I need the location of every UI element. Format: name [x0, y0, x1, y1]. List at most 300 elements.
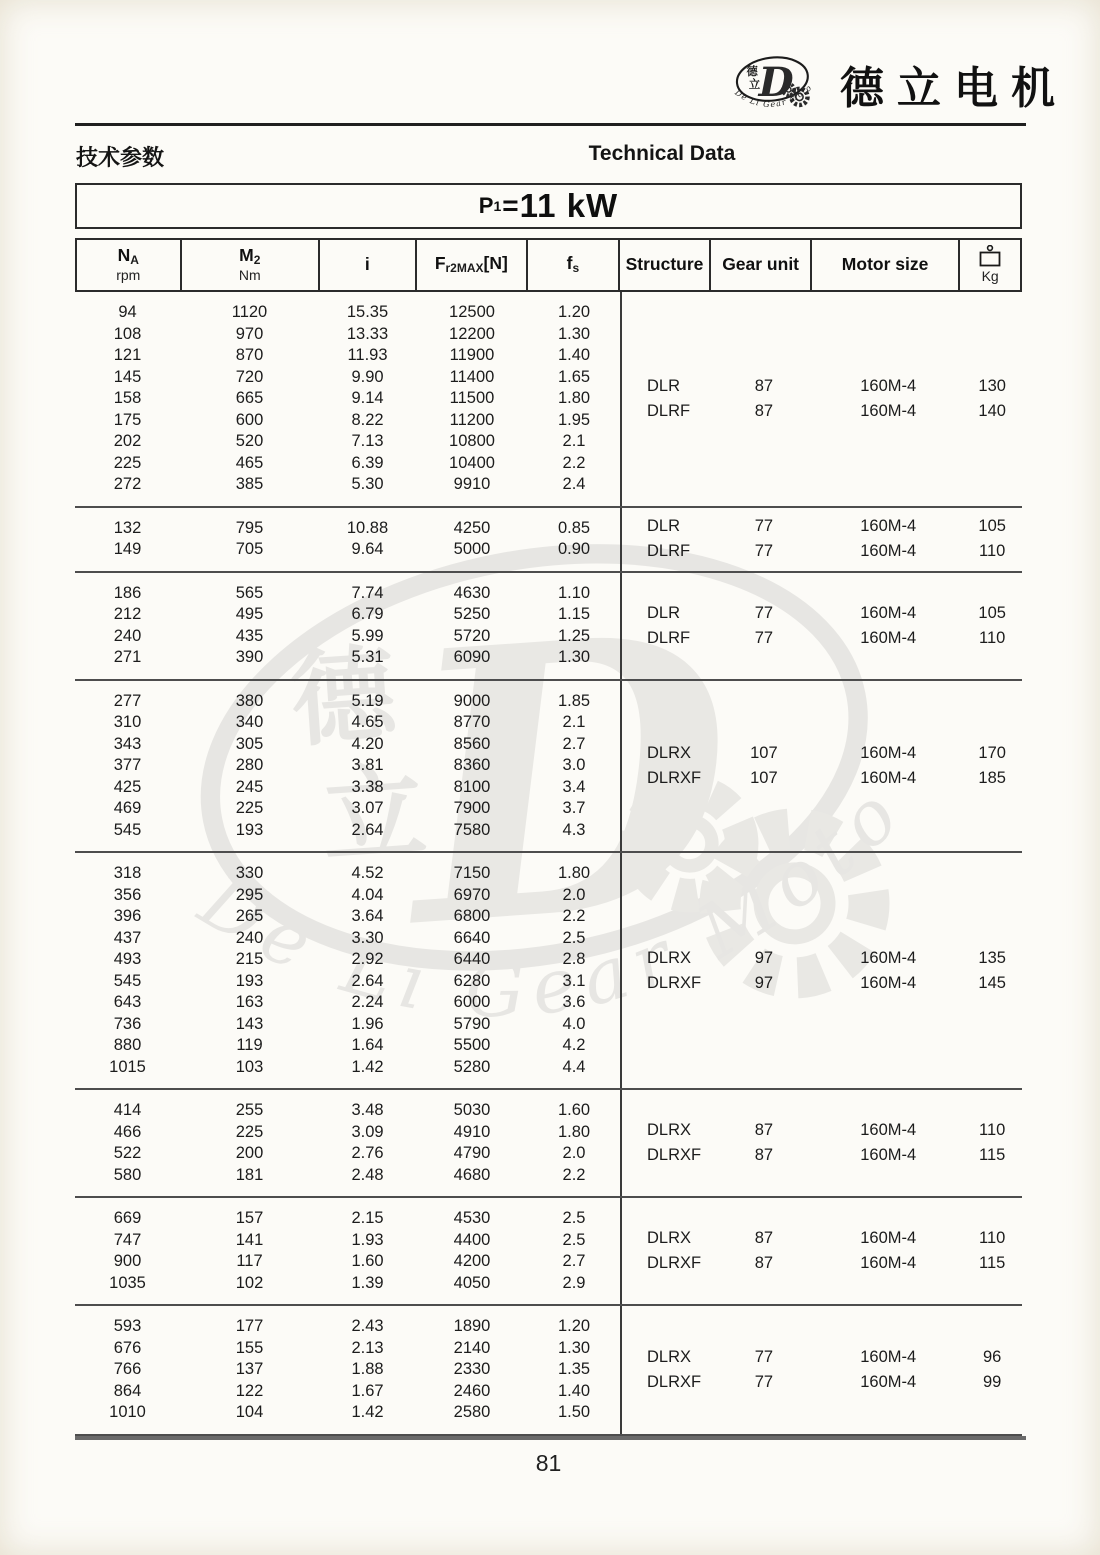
structure-cell-motor-size: 160M-4: [860, 1347, 917, 1366]
table-cell: 340: [235, 713, 264, 732]
table-cell: 3.7: [562, 799, 586, 818]
table-row: [75, 863, 620, 885]
structure-cell-kg: 135: [978, 948, 1006, 967]
table-cell: 880: [113, 1036, 142, 1055]
table-cell: 545: [113, 820, 142, 839]
table-cell: 108: [113, 324, 142, 343]
table-cell: 4200: [453, 1252, 491, 1271]
data-block: [75, 681, 1022, 854]
table-cell: 1.10: [557, 583, 591, 602]
table-row: [75, 992, 620, 1014]
table-row: [75, 324, 620, 346]
structure-cell-structure: DLRXF: [647, 768, 702, 787]
table-cell: 212: [113, 605, 142, 624]
table-cell: 4.4: [562, 1057, 586, 1076]
table-cell: 4530: [453, 1209, 491, 1228]
structure-row: [622, 971, 1022, 996]
structure-cell-kg: 145: [978, 973, 1006, 992]
structure-cell-motor-size: 160M-4: [860, 1146, 917, 1164]
table-row: [75, 431, 620, 453]
structure-cell-kg: 110: [979, 542, 1006, 560]
structure-cell-kg: 99: [982, 1372, 1002, 1391]
page-number: 81: [535, 1449, 562, 1476]
data-block: [75, 573, 1022, 681]
table-cell: 2580: [453, 1403, 491, 1422]
table-cell: 665: [235, 389, 264, 408]
table-cell: 10.88: [346, 518, 389, 537]
column-header-structure: Structure: [620, 240, 712, 290]
structure-cell-structure: DLRF: [647, 401, 691, 420]
structure-cell-structure: DLR: [647, 603, 681, 622]
table-row: [75, 1359, 620, 1381]
table-row: [75, 518, 620, 540]
structure-cell-motor-size: 160M-4: [860, 1121, 917, 1139]
table-cell: 1.30: [557, 1338, 591, 1357]
table-cell: 1.65: [557, 367, 591, 386]
table-cell: 143: [235, 1014, 264, 1033]
table-cell: 390: [235, 648, 264, 667]
structure-row: [622, 1251, 1022, 1276]
table-row: [75, 1165, 620, 1187]
table-cell: 425: [113, 777, 142, 796]
data-block-values: [75, 681, 620, 852]
table-cell: 318: [113, 864, 142, 883]
table-cell: 3.0: [562, 756, 586, 775]
table-cell: 380: [235, 691, 264, 710]
table-cell: 766: [113, 1360, 142, 1379]
table-cell: 7.74: [351, 583, 384, 602]
company-logo-icon: [726, 50, 822, 126]
table-cell: 1.25: [557, 626, 591, 645]
table-cell: 705: [235, 540, 264, 559]
table-cell: 1.80: [557, 864, 591, 883]
table-row: [75, 1230, 620, 1252]
table-cell: 2.8: [562, 950, 586, 969]
table-cell: 1.40: [557, 1381, 591, 1400]
structure-cell-gear-unit: 77: [754, 628, 774, 647]
table-cell: 1.35: [557, 1360, 591, 1379]
table-cell: 747: [113, 1230, 142, 1249]
table-cell: 0.90: [557, 540, 591, 559]
table-cell: 6.79: [351, 605, 384, 624]
table-row: [75, 1035, 620, 1057]
table-cell: 1.42: [351, 1057, 384, 1076]
table-cell: 2140: [453, 1338, 491, 1357]
table-cell: 202: [113, 432, 142, 451]
table-row: [75, 647, 620, 669]
table-row: [75, 1122, 620, 1144]
table-cell: 121: [113, 346, 142, 365]
table-cell: 2.24: [351, 993, 384, 1012]
power-subscript: 1: [493, 198, 502, 214]
table-cell: 145: [113, 367, 142, 386]
table-row: [75, 949, 620, 971]
table-cell: 94: [118, 303, 137, 322]
table-cell: 2.5: [562, 928, 586, 947]
data-block-structures: [620, 1198, 1022, 1304]
table-row: [75, 1316, 620, 1338]
table-cell: 1.15: [557, 605, 591, 624]
table-cell: 240: [235, 928, 264, 947]
table-cell: 1.42: [351, 1403, 384, 1422]
structure-cell-gear-unit: 87: [754, 1229, 774, 1247]
column-header-fr2max: Fr2MAX[N]: [417, 240, 529, 290]
column-header-i: i: [320, 240, 417, 290]
table-row: [75, 1251, 620, 1273]
table-cell: 193: [235, 820, 264, 839]
table-cell: 522: [113, 1144, 142, 1163]
table-row: [75, 453, 620, 475]
table-cell: 8770: [453, 713, 491, 732]
table-row: [75, 474, 620, 496]
structure-cell-kg: 110: [979, 1229, 1006, 1247]
table-cell: 870: [235, 346, 264, 365]
table-cell: 970: [235, 324, 264, 343]
data-block-structures: [620, 508, 1022, 571]
table-cell: 6970: [453, 885, 491, 904]
structure-cell-kg: 185: [978, 768, 1006, 787]
structure-cell-kg: 115: [979, 1146, 1006, 1164]
structure-cell-kg: 110: [979, 628, 1006, 647]
structure-cell-motor-size: 160M-4: [860, 1229, 917, 1247]
table-cell: 3.6: [562, 993, 586, 1012]
table-cell: 6000: [453, 993, 491, 1012]
table-cell: 437: [113, 928, 142, 947]
table-cell: 104: [235, 1403, 264, 1422]
structure-cell-motor-size: 160M-4: [860, 768, 917, 787]
table-cell: 5.19: [351, 691, 384, 710]
table-cell: 6800: [453, 907, 491, 926]
table-cell: 2.0: [562, 885, 586, 904]
table-cell: 4910: [453, 1122, 491, 1141]
structure-cell-structure: DLRX: [647, 948, 692, 967]
table-cell: 2.15: [351, 1209, 384, 1228]
table-cell: 736: [113, 1014, 142, 1033]
data-block-values: [75, 1306, 620, 1434]
data-block: [75, 853, 1022, 1090]
table-cell: 280: [235, 756, 264, 775]
table-cell: 215: [235, 950, 264, 969]
table-cell: 1.96: [351, 1014, 384, 1033]
table-cell: 186: [113, 583, 142, 602]
table-cell: 119: [236, 1036, 263, 1055]
structure-cell-motor-size: 160M-4: [860, 628, 917, 647]
table-cell: 1.93: [351, 1230, 384, 1249]
structure-cell-motor-size: 160M-4: [860, 1254, 917, 1272]
column-header-motor-size: Motor size: [812, 240, 960, 290]
structure-cell-structure: DLRXF: [647, 1372, 702, 1391]
table-row: [75, 1338, 620, 1360]
table-cell: 4050: [453, 1273, 491, 1292]
table-header: [75, 238, 1022, 292]
table-cell: 6640: [453, 928, 491, 947]
table-row: [75, 1381, 620, 1403]
data-block-values: [75, 1198, 620, 1304]
column-header-fs: fs: [528, 240, 620, 290]
structure-cell-motor-size: 160M-4: [860, 517, 917, 535]
table-row: [75, 1402, 620, 1424]
table-cell: 2.64: [351, 971, 384, 990]
table-cell: 9.64: [351, 540, 384, 559]
table-cell: 225: [113, 453, 142, 472]
table-cell: 9.90: [351, 367, 384, 386]
table-cell: 385: [235, 475, 264, 494]
structure-row: [622, 741, 1022, 766]
structure-cell-motor-size: 160M-4: [860, 948, 917, 967]
table-cell: 102: [235, 1273, 264, 1292]
sheet: [75, 0, 1068, 1477]
table-cell: 2.1: [562, 432, 586, 451]
power-symbol: P: [478, 193, 494, 218]
table-row: [75, 798, 620, 820]
table-cell: 580: [113, 1165, 142, 1184]
data-block-values: [75, 292, 620, 506]
table-cell: 669: [113, 1209, 142, 1228]
structure-row: [622, 539, 1022, 564]
table-cell: 10800: [449, 432, 495, 451]
footer-rule: [75, 1436, 1026, 1440]
table-cell: 155: [235, 1338, 264, 1357]
column-header-kg: Kg: [960, 240, 1020, 290]
table-cell: 305: [235, 734, 264, 753]
structure-cell-motor-size: 160M-4: [860, 743, 917, 762]
structure-cell-structure: DLRX: [647, 1229, 692, 1247]
table-cell: 330: [235, 864, 264, 883]
structure-cell-structure: DLR: [647, 376, 681, 395]
structure-cell-structure: DLRX: [647, 743, 692, 762]
table-cell: 193: [235, 971, 264, 990]
table-row: [75, 820, 620, 842]
table-cell: 4.0: [562, 1014, 586, 1033]
structure-row: [622, 1143, 1022, 1168]
structure-row: [622, 946, 1022, 971]
table-cell: 10400: [449, 453, 495, 472]
table-cell: 271: [113, 648, 142, 667]
table-row: [75, 583, 620, 605]
table-cell: 864: [113, 1381, 142, 1400]
table-cell: 4.65: [351, 713, 384, 732]
section-title-en: Technical Data: [588, 142, 736, 165]
table-cell: 4680: [453, 1165, 491, 1184]
table-cell: 245: [235, 777, 264, 796]
table-cell: 9910: [453, 475, 491, 494]
table-cell: 495: [235, 605, 264, 624]
structure-cell-gear-unit: 77: [754, 1347, 774, 1366]
table-cell: 1120: [231, 303, 268, 322]
structure-row: [622, 399, 1022, 424]
table-cell: 1.85: [557, 691, 591, 710]
table-cell: 1.67: [351, 1381, 384, 1400]
table-cell: 103: [235, 1057, 264, 1076]
section-titles: [75, 141, 1022, 170]
table-row: [75, 1143, 620, 1165]
table-cell: 2.43: [351, 1317, 384, 1336]
table-cell: 4.3: [562, 820, 586, 839]
power-equals: =: [502, 190, 519, 221]
table-cell: 5.31: [351, 648, 384, 667]
table-cell: 1.95: [557, 410, 591, 429]
table-cell: 343: [113, 734, 142, 753]
table-cell: 3.81: [351, 756, 384, 775]
table-cell: 1035: [109, 1273, 146, 1292]
structure-cell-structure: DLRXF: [647, 973, 702, 992]
data-block: [75, 292, 1022, 508]
table-cell: 8.22: [351, 410, 384, 429]
table-cell: 272: [113, 475, 142, 494]
table-cell: 240: [113, 626, 142, 645]
table-body: [75, 292, 1022, 1436]
table-cell: 3.07: [351, 799, 384, 818]
table-cell: 9000: [453, 691, 491, 710]
table-cell: 11500: [449, 389, 495, 408]
table-cell: 5500: [453, 1036, 491, 1055]
structure-cell-motor-size: 160M-4: [860, 973, 917, 992]
table-cell: 13.33: [346, 324, 389, 343]
table-row: [75, 345, 620, 367]
table-cell: 2.13: [351, 1338, 384, 1357]
structure-cell-structure: DLR: [647, 517, 681, 535]
table-cell: 2.76: [351, 1144, 384, 1163]
table-cell: 3.38: [351, 777, 384, 796]
structure-row: [622, 626, 1022, 651]
data-block-structures: [620, 573, 1022, 679]
table-cell: 4400: [453, 1230, 491, 1249]
table-cell: 1.80: [557, 389, 591, 408]
data-block: [75, 1198, 1022, 1306]
table-cell: 163: [235, 993, 264, 1012]
structure-cell-kg: 140: [978, 401, 1006, 420]
table-cell: 4250: [453, 518, 491, 537]
table-cell: 7900: [453, 799, 491, 818]
table-cell: 6090: [453, 648, 491, 667]
structure-cell-gear-unit: 77: [754, 603, 774, 622]
table-cell: 157: [235, 1209, 264, 1228]
table-cell: 435: [235, 626, 264, 645]
table-cell: 12200: [449, 324, 495, 343]
table-cell: 225: [235, 1122, 264, 1141]
table-cell: 1.39: [351, 1273, 384, 1292]
table-cell: 2.9: [562, 1273, 586, 1292]
table-cell: 2.7: [562, 1252, 586, 1271]
table-cell: 7.13: [351, 432, 384, 451]
table-cell: 4.04: [351, 885, 384, 904]
table-cell: 122: [235, 1381, 264, 1400]
table-cell: 177: [235, 1317, 264, 1336]
table-cell: 795: [235, 518, 264, 537]
table-cell: 8360: [453, 756, 491, 775]
table-row: [75, 971, 620, 993]
table-cell: 1.60: [557, 1101, 591, 1120]
table-cell: 3.09: [351, 1122, 384, 1141]
table-cell: 2.48: [351, 1165, 384, 1184]
data-block: [75, 1306, 1022, 1436]
table-cell: 1.30: [557, 648, 591, 667]
table-cell: 6280: [453, 971, 491, 990]
table-cell: 4.52: [351, 864, 384, 883]
table-row: [75, 691, 620, 713]
table-cell: 5250: [453, 605, 491, 624]
table-row: [75, 1057, 620, 1079]
table-cell: 11900: [449, 346, 495, 365]
table-cell: 1890: [453, 1317, 491, 1336]
structure-cell-motor-size: 160M-4: [860, 401, 917, 420]
column-header-m2: M2 Nm: [182, 240, 320, 290]
data-block-structures: [620, 853, 1022, 1088]
table-cell: 1.60: [351, 1252, 384, 1271]
structure-row: [622, 766, 1022, 791]
structure-row: [622, 1118, 1022, 1143]
structure-cell-gear-unit: 97: [754, 948, 774, 967]
table-cell: 137: [235, 1360, 264, 1379]
table-row: [75, 712, 620, 734]
table-cell: 15.35: [346, 303, 389, 322]
table-row: [75, 604, 620, 626]
structure-cell-kg: 105: [978, 517, 1006, 535]
table-cell: 9.14: [351, 389, 384, 408]
table-cell: 200: [235, 1144, 264, 1163]
table-cell: 676: [113, 1338, 142, 1357]
table-cell: 2460: [453, 1381, 491, 1400]
table-cell: 5280: [453, 1057, 491, 1076]
data-block-values: [75, 1090, 620, 1196]
table-row: [75, 1208, 620, 1230]
table-cell: 465: [235, 453, 264, 472]
table-cell: 11400: [449, 367, 495, 386]
structure-row: [622, 514, 1022, 539]
structure-cell-gear-unit: 77: [754, 542, 774, 560]
table-row: [75, 755, 620, 777]
power-rating-box: [75, 183, 1022, 229]
structure-cell-motor-size: 160M-4: [860, 603, 917, 622]
table-row: [75, 302, 620, 324]
structure-row: [622, 601, 1022, 626]
structure-cell-kg: 130: [978, 376, 1006, 395]
structure-cell-motor-size: 160M-4: [860, 376, 917, 395]
structure-cell-motor-size: 160M-4: [860, 1372, 917, 1391]
table-cell: 11.93: [347, 346, 388, 365]
table-cell: 5000: [453, 540, 491, 559]
table-cell: 5.99: [351, 626, 384, 645]
table-cell: 295: [235, 885, 264, 904]
structure-row: [622, 374, 1022, 399]
data-block: [75, 508, 1022, 573]
table-cell: 466: [113, 1122, 142, 1141]
structure-cell-kg: 110: [979, 1121, 1006, 1139]
table-cell: 2.0: [562, 1144, 586, 1163]
data-block-structures: [620, 681, 1022, 852]
table-cell: 6440: [453, 950, 491, 969]
table-cell: 310: [113, 713, 142, 732]
table-cell: 225: [235, 799, 264, 818]
table-cell: 4.2: [562, 1036, 586, 1055]
table-cell: 1.64: [351, 1036, 384, 1055]
data-block: [75, 1090, 1022, 1198]
table-row: [75, 906, 620, 928]
table-cell: 1.30: [557, 324, 591, 343]
table-cell: 12500: [449, 303, 495, 322]
table-cell: 2.2: [562, 907, 586, 926]
data-block-values: [75, 508, 620, 571]
table-cell: 0.85: [557, 518, 591, 537]
table-cell: 2.7: [562, 734, 586, 753]
table-cell: 2.1: [562, 713, 586, 732]
table-row: [75, 367, 620, 389]
table-cell: 2.64: [351, 820, 384, 839]
table-row: [75, 539, 620, 561]
weight-icon: [976, 245, 1004, 267]
data-block-structures: [620, 1090, 1022, 1196]
data-block-structures: [620, 292, 1022, 506]
